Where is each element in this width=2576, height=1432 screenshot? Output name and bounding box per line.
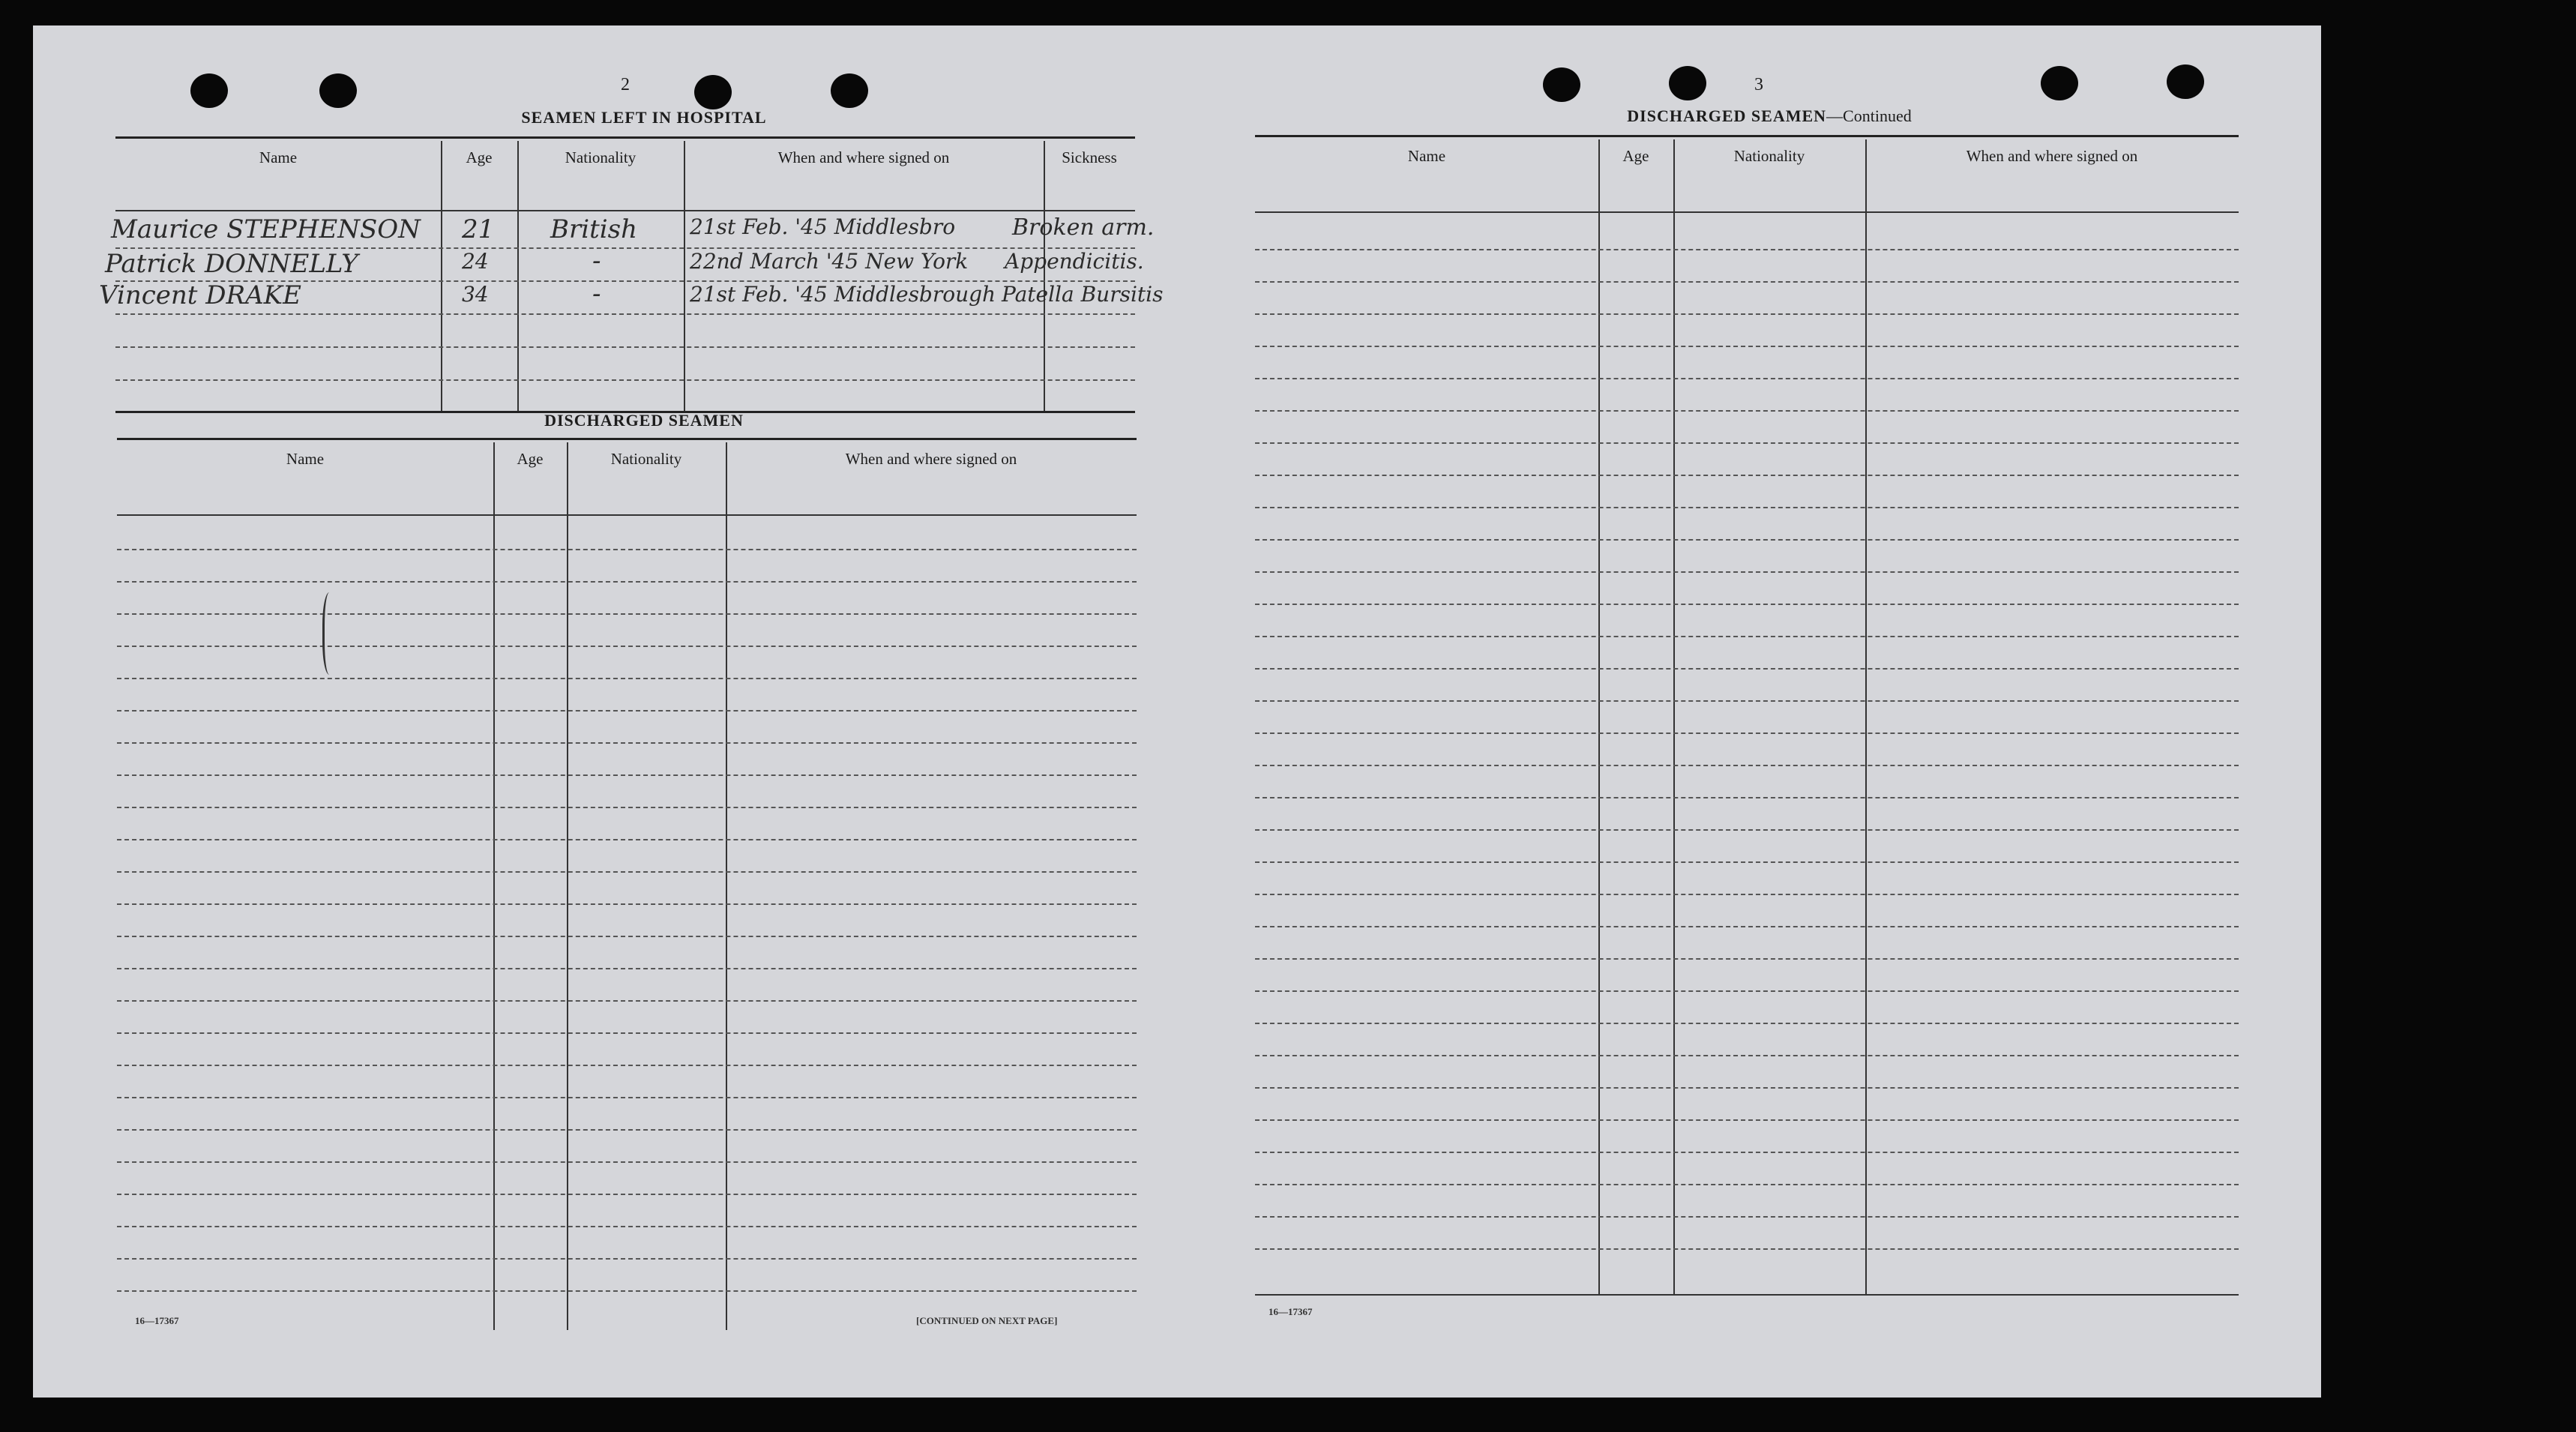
ruled-line (117, 839, 1137, 840)
punch-hole (190, 73, 228, 108)
ruled-line (1255, 1248, 2239, 1250)
ruled-line (1255, 346, 2239, 347)
ruled-line (117, 1161, 1137, 1163)
continued-note: [CONTINUED ON NEXT PAGE] (916, 1315, 1058, 1326)
ruled-line (1255, 829, 2239, 831)
ruled-line (117, 549, 1137, 550)
ruled-line (117, 936, 1137, 937)
ruled-line (117, 1290, 1137, 1292)
col-header-nationality: Nationality (565, 148, 637, 166)
ruled-line (1255, 765, 2239, 766)
col-header-name: Name (286, 450, 325, 468)
ruled-line (117, 581, 1137, 583)
discharged-table (117, 442, 1137, 1330)
ruled-line (1255, 926, 2239, 927)
ruled-line (117, 742, 1137, 744)
col-header-signed-on: When and where signed on (845, 450, 1017, 468)
hospital-sickness-cell: Broken arm. (1012, 214, 1155, 241)
ruled-line (117, 678, 1137, 679)
punch-hole (1543, 67, 1580, 102)
hospital-title: SEAMEN LEFT IN HOSPITAL (521, 108, 767, 127)
ruled-line (117, 1097, 1137, 1098)
col-header-signed-on: When and where signed on (1966, 147, 2138, 165)
ruled-line (1255, 894, 2239, 895)
punch-hole (831, 73, 868, 108)
right-title-bold: DISCHARGED SEAMEN (1627, 106, 1827, 125)
ruled-line (117, 1194, 1137, 1195)
ruled-line (1255, 1184, 2239, 1185)
ruled-line (1255, 1152, 2239, 1153)
page-number-right: 3 (1754, 75, 1763, 94)
ruled-line (1255, 668, 2239, 670)
ruled-line (117, 1000, 1137, 1002)
hospital-age-cell: 34 (462, 282, 489, 307)
col-header-signed-on: When and where signed on (777, 148, 950, 166)
ruled-line (117, 807, 1137, 808)
ruled-line (1255, 1216, 2239, 1218)
ruled-line (1255, 797, 2239, 798)
pencil-mark (322, 592, 340, 675)
ruled-line (117, 968, 1137, 969)
discharged-top-rule (117, 438, 1137, 440)
ruled-line (117, 871, 1137, 873)
punch-hole (1669, 66, 1706, 100)
ruled-line (117, 1226, 1137, 1227)
document-sheet (33, 25, 2321, 1398)
ruled-line (1255, 958, 2239, 960)
ruled-line (1255, 1119, 2239, 1121)
hospital-signed-on-cell: 21st Feb. '45 Middlesbrough (690, 282, 996, 307)
hospital-sickness-cell: Appendicitis. (1005, 249, 1144, 274)
ruled-line (117, 774, 1137, 776)
col-header-age: Age (1622, 147, 1649, 165)
right-title-continued: —Continued (1826, 106, 1912, 125)
col-header-age: Age (466, 148, 493, 166)
ruled-line (117, 1032, 1137, 1034)
form-number-left: 16—17367 (135, 1315, 179, 1326)
form-number-right: 16—17367 (1269, 1306, 1313, 1317)
ruled-line (117, 1129, 1137, 1131)
ruled-line (1255, 1087, 2239, 1089)
hospital-age-cell: 21 (462, 214, 495, 244)
hospital-nationality-cell: - (592, 279, 601, 309)
punch-hole (694, 75, 732, 109)
right-page-title (1544, 106, 1994, 126)
punch-hole (2167, 64, 2204, 99)
discharged-title: DISCHARGED SEAMEN (544, 411, 744, 430)
ruled-line (1255, 507, 2239, 508)
ruled-line (1255, 700, 2239, 702)
col-header-name: Name (259, 148, 298, 166)
ruled-line (1255, 410, 2239, 412)
col-header-age: Age (517, 450, 544, 468)
hospital-sickness-cell: Patella Bursitis (1002, 282, 1164, 307)
ruled-line (117, 646, 1137, 647)
ruled-line (1255, 1055, 2239, 1056)
ruled-line (117, 1065, 1137, 1066)
hospital-name-cell: Patrick DONNELLY (105, 249, 358, 279)
hospital-nationality-cell: British (550, 214, 637, 244)
col-header-nationality: Nationality (610, 450, 682, 468)
ruled-line (1255, 249, 2239, 250)
ruled-line (1255, 475, 2239, 476)
ruled-line (1255, 861, 2239, 863)
col-header-nationality: Nationality (1733, 147, 1805, 165)
hospital-name-cell: Vincent DRAKE (99, 280, 301, 310)
hospital-top-rule (115, 136, 1135, 139)
hospital-age-cell: 24 (462, 249, 489, 274)
ruled-line (1255, 442, 2239, 444)
punch-hole (2041, 66, 2078, 100)
ruled-line (117, 903, 1137, 905)
right-top-rule (1255, 135, 2239, 137)
hospital-signed-on-cell: 22nd March '45 New York (690, 249, 969, 274)
ruled-line (1255, 281, 2239, 283)
ruled-line (117, 613, 1137, 615)
ruled-line (1255, 378, 2239, 379)
ruled-line (117, 710, 1137, 712)
hospital-name-cell: Maurice STEPHENSON (111, 214, 421, 244)
col-header-name: Name (1407, 147, 1446, 165)
ruled-line (1255, 313, 2239, 315)
ruled-line (1255, 1023, 2239, 1024)
ruled-line (1255, 571, 2239, 573)
ruled-line (1255, 636, 2239, 637)
ruled-line (1255, 604, 2239, 605)
punch-hole (319, 73, 357, 108)
ruled-line (117, 1258, 1137, 1260)
hospital-table (99, 141, 1164, 411)
ruled-line (1255, 539, 2239, 541)
hospital-nationality-cell: - (592, 246, 601, 276)
hospital-signed-on-cell: 21st Feb. '45 Middlesbro (690, 214, 956, 239)
ruled-line (1255, 732, 2239, 734)
ruled-line (1255, 990, 2239, 992)
discharged-continued-table (1255, 139, 2239, 1294)
col-header-sickness: Sickness (1062, 148, 1117, 166)
page-number-left: 2 (621, 75, 630, 94)
